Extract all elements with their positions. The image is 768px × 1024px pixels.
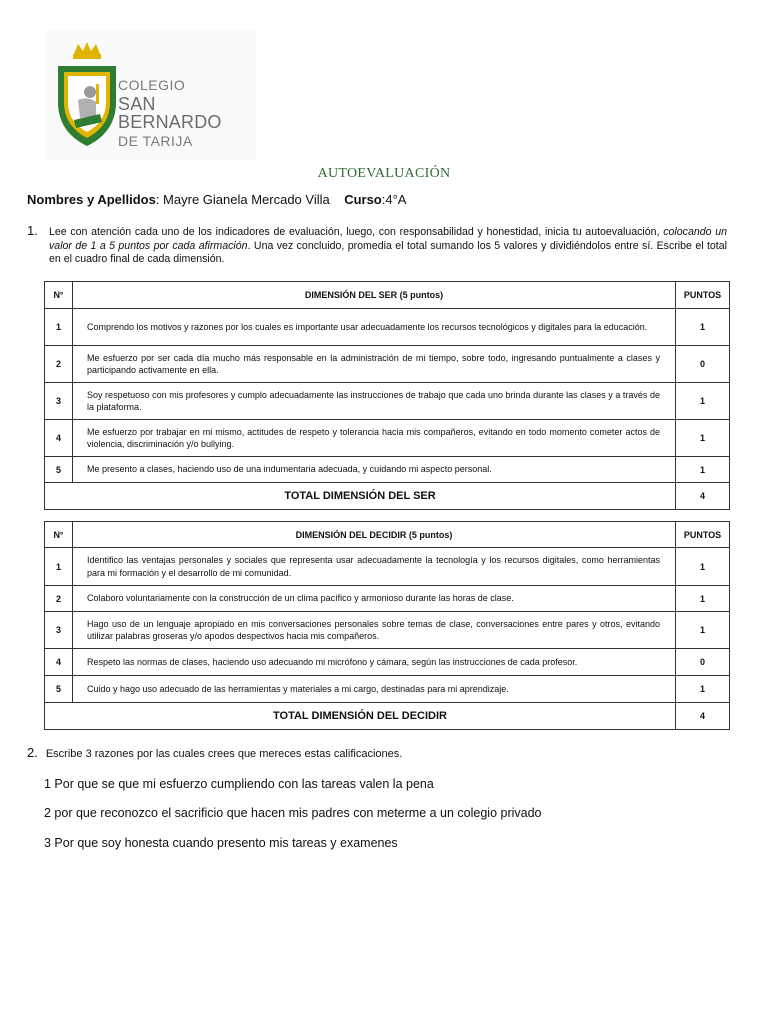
row-number: 5 [45, 676, 73, 703]
school-name [118, 78, 256, 148]
row-number: 4 [45, 420, 73, 457]
col-dimension-header: DIMENSIÓN DEL SER (5 puntos) [73, 282, 676, 309]
row-text: Me esfuerzo por trabajar en mi mismo, actitudes de respeto y tolerancia hacia mis compañeros, evitando en todo momento cometer actos de violencia, discriminación y/o bullying. [73, 420, 676, 457]
table-row [45, 586, 730, 612]
page-title: AUTOEVALUACIÓN [317, 166, 451, 181]
table-row [45, 346, 730, 383]
table-row [45, 612, 730, 649]
row-number: 1 [45, 548, 73, 586]
question-1-text [49, 226, 727, 267]
total-value: 4 [676, 703, 730, 730]
question-1 [27, 223, 727, 267]
course-value: :4°A [381, 192, 407, 207]
table-row [45, 649, 730, 676]
table-dimension-ser [44, 281, 730, 510]
total-label: TOTAL DIMENSIÓN DEL DECIDIR [45, 703, 676, 730]
row-number: 1 [45, 309, 73, 346]
row-text: Comprendo los motivos y razones por los cuales es importante usar adecuadamente los recursos tecnológicos y digitales para la educación. [73, 309, 676, 346]
table-dimension-decidir [44, 521, 730, 730]
table-header-row [45, 282, 730, 309]
row-text: Hago uso de un lenguaje apropiado en mis conversaciones personales sobre temas de clase, conversaciones entre pares y otros, evitando utilizar palabras groseras y/o apodos despectivos hacia mis compañeros. [73, 612, 676, 649]
reason-3: 3 Por que soy honesta cuando presento mis tareas y examenes [44, 836, 398, 850]
table-row [45, 457, 730, 483]
question-2-number: 2. [27, 745, 38, 760]
question-1-text-italic: colocando un valor de 1 a 5 puntos por cada afirmación [49, 226, 727, 252]
question-1-text-b: . Una vez concluido, promedia el total sumando los 5 valores y dividiéndolos entre sí. Escribe el total en el cuadro final de cada dimensión. [49, 239, 727, 266]
table-header-row [45, 522, 730, 548]
question-1-number: 1. [27, 223, 38, 238]
row-number: 4 [45, 649, 73, 676]
row-points: 1 [676, 420, 730, 457]
row-number: 5 [45, 457, 73, 483]
question-2-text: Escribe 3 razones por las cuales crees que mereces estas calificaciones. [45, 748, 403, 760]
student-info [27, 192, 406, 207]
row-number: 3 [45, 383, 73, 420]
question-1-text-a: Lee con atención cada uno de los indicadores de evaluación, luego, con responsabilidad y honestidad, inicia tu autoevaluación, [49, 226, 664, 238]
row-points: 1 [676, 612, 730, 649]
row-number: 2 [45, 586, 73, 612]
row-text: Respeto las normas de clases, haciendo uso adecuando mi micrófono y cámara, según las instrucciones de cada profesor. [73, 649, 676, 676]
reason-2: 2 por que reconozco el sacrificio que hacen mis padres con meterme a un colegio privado [44, 806, 542, 820]
row-number: 3 [45, 612, 73, 649]
row-points: 1 [676, 586, 730, 612]
table-total-row [45, 483, 730, 510]
name-value: : Mayre Gianela Mercado Villa [155, 192, 330, 207]
row-text: Me presento a clases, haciendo uso de una indumentaria adecuada, y cuidando mi aspecto personal. [73, 457, 676, 483]
row-points: 1 [676, 309, 730, 346]
logo-line-2: SAN BERNARDO [118, 94, 222, 132]
total-value: 4 [676, 483, 730, 510]
row-points: 0 [676, 649, 730, 676]
col-number-header: N° [45, 522, 73, 548]
question-2 [27, 745, 402, 760]
row-text: Identifico las ventajas personales y sociales que representa usar adecuadamente la tecnología y los recursos digitales, como herramientas para mi formación y el desarrollo de mi comunidad. [73, 548, 676, 586]
logo-line-1: COLEGIO [118, 77, 186, 93]
table-row [45, 309, 730, 346]
name-label: Nombres y Apellidos [27, 192, 156, 207]
row-points: 1 [676, 548, 730, 586]
table-row [45, 548, 730, 586]
col-points-header: PUNTOS [676, 282, 730, 309]
reason-1: 1 Por que se que mi esfuerzo cumpliendo con las tareas valen la pena [44, 777, 434, 791]
table-row [45, 420, 730, 457]
col-points-header: PUNTOS [676, 522, 730, 548]
school-logo [46, 30, 256, 160]
row-number: 2 [45, 346, 73, 383]
col-number-header: N° [45, 282, 73, 309]
col-dimension-header: DIMENSIÓN DEL DECIDIR (5 puntos) [73, 522, 676, 548]
row-text: Colaboro voluntariamente con la construcción de un clima pacífico y armonioso durante las horas de clase. [73, 586, 676, 612]
logo-line-3: DE TARIJA [118, 133, 193, 149]
row-points: 1 [676, 676, 730, 703]
table-row [45, 676, 730, 703]
school-crest-icon [52, 40, 122, 150]
total-label: TOTAL DIMENSIÓN DEL SER [45, 483, 676, 510]
row-text: Soy respetuoso con mis profesores y cumplo adecuadamente las instrucciones de trabajo que cada uno brinda durante las clases y a través de la plataforma. [73, 383, 676, 420]
row-text: Cuido y hago uso adecuado de las herramientas y materiales a mi cargo, destinadas para mi aprendizaje. [73, 676, 676, 703]
table-total-row [45, 703, 730, 730]
row-text: Me esfuerzo por ser cada día mucho más responsable en la administración de mi tiempo, sobre todo, ingresando puntualmente a clases y participando activamente en ella. [73, 346, 676, 383]
row-points: 1 [676, 383, 730, 420]
row-points: 0 [676, 346, 730, 383]
table-row [45, 383, 730, 420]
course-label: Curso [344, 192, 382, 207]
row-points: 1 [676, 457, 730, 483]
